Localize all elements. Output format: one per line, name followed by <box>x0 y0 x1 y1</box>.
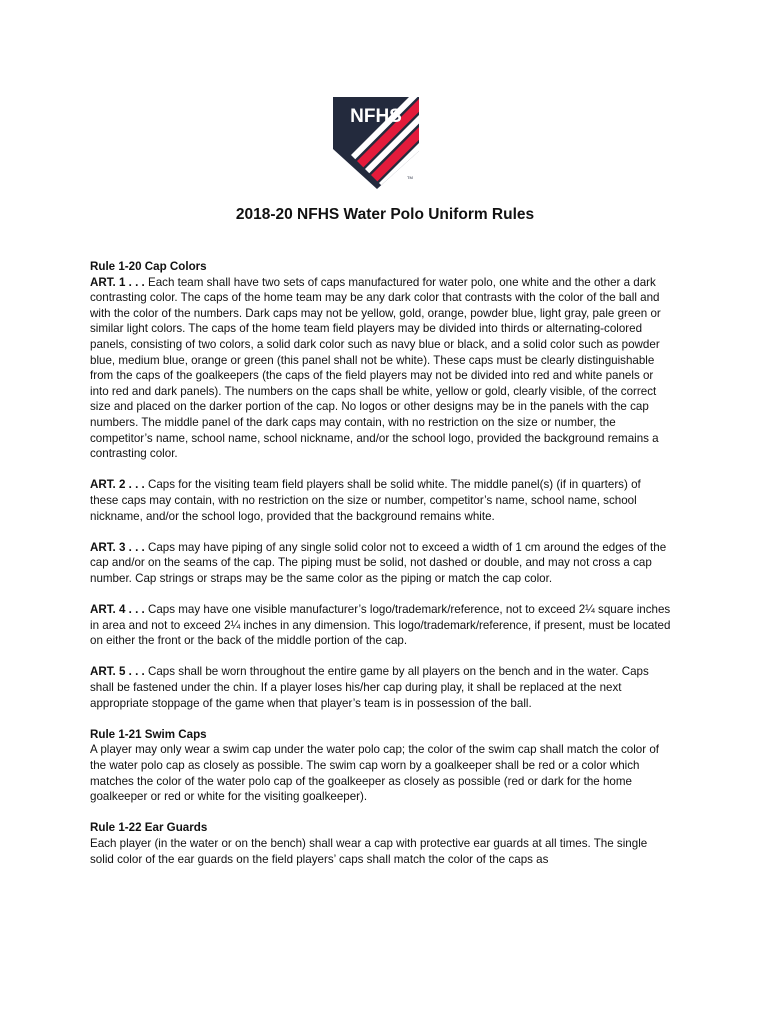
art-2-paragraph <box>90 477 672 524</box>
nfhs-logo <box>333 97 419 189</box>
art-4-label: ART. 4 . . . <box>90 603 145 617</box>
art-1-text: Each team shall have two sets of caps manufactured for water polo, one white and the other a dark contrasting color. The caps of the home team may be any dark color that contrasts with the color of the ball and with the color of the numbers. Dark caps may not be yellow, gold, orange, powder blue, light gray, pale green or similar light colors. The caps of the home team field players may be divided into thirds or alternating-colored panels, consisting of two colors, a solid dark color such as navy blue or black, and a solid color such as powder blue, medium blue, orange or green (this panel shall not be white). These caps must be clearly distinguishable from the caps of the goalkeepers (the caps of the field players may not be divided into red and white panels or into red and dark panels). The numbers on the caps shall be white, yellow or gold, clearly visible, of the correct size and placed on the darker portion of the cap. No logos or other designs may be in the panels with the cap numbers. The middle panel of the dark caps may contain, with no restriction on the size or number, the competitor’s name, school name, school nickname, and/or the school logo, provided the background remains a contrasting color. <box>90 275 661 461</box>
art-3-text: Caps may have piping of any single solid color not to exceed a width of 1 cm around the edges of the cap and/or on the seams of the cap. The piping must be solid, not dashed or double, and may not cross a cap number. Cap strings or straps may be the same color as the piping or match the cap color. <box>90 540 667 585</box>
logo-text: NFHS <box>350 106 402 127</box>
art-1-label: ART. 1 . . . <box>90 275 145 289</box>
rule-1-22-section <box>90 820 672 867</box>
art-3-paragraph <box>90 540 672 587</box>
art-2-text: Caps for the visiting team field players shall be solid white. The middle panel(s) (if in quarters) of these caps may contain, with no restriction on the size or number, competitor’s name, school name, school nickname, and/or the school logo, provided that the background remains white. <box>90 478 641 523</box>
rule-1-22-heading: Rule 1-22 Ear Guards <box>90 821 208 835</box>
art-4-text: Caps may have one visible manufacturer’s logo/trademark/reference, not to exceed 2¼ square inches in area and not to exceed 2¼ inches in any dimension. This logo/trademark/reference, if present, must be located on either the front or the back of the middle portion of the cap. <box>90 603 671 648</box>
document-body <box>90 259 672 867</box>
document-title: 2018-20 NFHS Water Polo Uniform Rules <box>235 206 535 223</box>
rule-1-21-heading: Rule 1-21 Swim Caps <box>90 727 207 741</box>
art-4-paragraph <box>90 602 672 649</box>
art-1-paragraph <box>90 275 672 462</box>
art-5-text: Caps shall be worn throughout the entire game by all players on the bench and in the water. Caps shall be fastened under the chin. If a player loses his/her cap during play, it shall be replaced at the next appropriate stoppage of the game when that player’s team is in possession of the ball. <box>90 665 649 710</box>
rule-1-20-section <box>90 259 672 711</box>
rule-1-22-text: Each player (in the water or on the bench) shall wear a cap with protective ear guards at all times. The single solid color of the ear guards on the field players’ caps shall match the color of the caps as <box>90 836 648 866</box>
rule-1-21-section <box>90 727 672 805</box>
art-5-paragraph <box>90 664 672 711</box>
rule-1-21-text: A player may only wear a swim cap under the water polo cap; the color of the swim cap shall match the color of the water polo cap as closely as possible. The swim cap worn by a goalkeeper shall be red or a color which matches the color of the water polo cap of the goalkeeper as closely as possible (red or dark for the home goalkeeper or red or white for the visiting goalkeeper). <box>90 743 660 804</box>
art-3-label: ART. 3 . . . <box>90 540 145 554</box>
art-5-label: ART. 5 . . . <box>90 665 145 679</box>
art-2-label: ART. 2 . . . <box>90 478 145 492</box>
rule-1-20-heading: Rule 1-20 Cap Colors <box>90 260 207 273</box>
logo-trademark: TM <box>407 175 413 180</box>
